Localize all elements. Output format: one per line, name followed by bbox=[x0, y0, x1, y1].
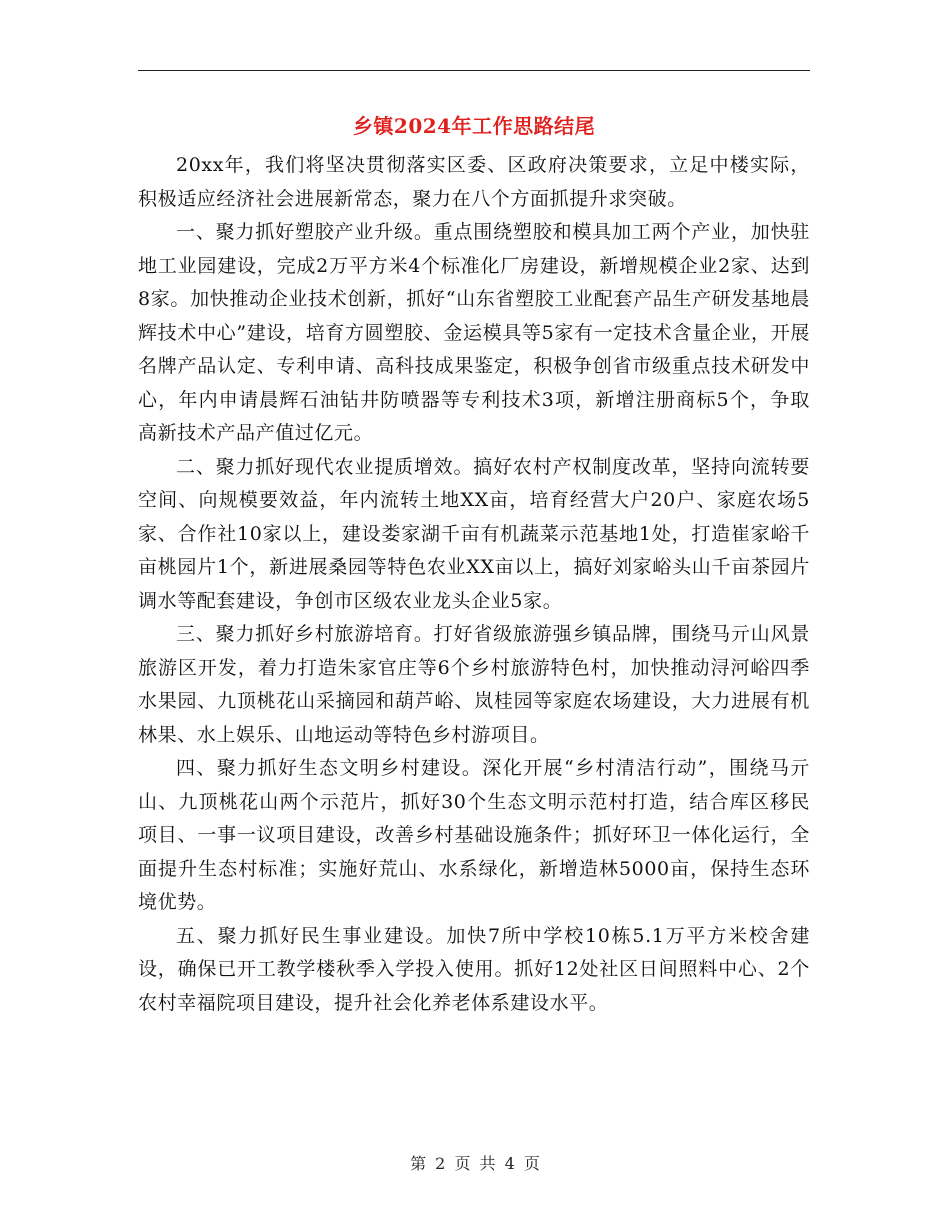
paragraph-section-2: 二、聚力抓好现代农业提质增效。搞好农村产权制度改革，坚持向流转要空间、向规模要效益，年内流转土地XX亩，培育经营大户20户、家庭农场5家、合作社10家以上，建设娄家湖千亩有机蔬菜示范基地1处，打造崔家峪千亩桃园片1个，新进展桑园等特色农业XX亩以上，搞好刘家峪头山千亩茶园片调水等配套建设，争创市区级农业龙头企业5家。 bbox=[138, 455, 810, 612]
header-rule bbox=[138, 70, 810, 71]
paragraph-intro: 20xx年，我们将坚决贯彻落实区委、区政府决策要求，立足中楼实际，积极适应经济社会进展新常态，聚力在八个方面抓提升求突破。 bbox=[138, 154, 810, 210]
paragraph-section-4: 四、聚力抓好生态文明乡村建设。深化开展“乡村清洁行动”，围绕马亓山、九顶桃花山两个示范片，抓好30个生态文明示范村打造，结合库区移民项目、一事一议项目建设，改善乡村基础设施条件；抓好环卫一体化运行，全面提升生态村标准；实施好荒山、水系绿化，新增造林5000亩，保持生态环境优势。 bbox=[138, 757, 810, 913]
paragraph-section-5: 五、聚力抓好民生事业建设。加快7所中学校10栋5.1万平方米校舍建设，确保已开工教学楼秋季入学投入使用。抓好12处社区日间照料中心、2个农村幸福院项目建设，提升社会化养老体系建设水平。 bbox=[138, 924, 810, 1014]
document-title: 乡镇2024年工作思路结尾 bbox=[352, 114, 596, 138]
paragraph-section-3: 三、聚力抓好乡村旅游培育。打好省级旅游强乡镇品牌，围绕马亓山风景旅游区开发，着力打造朱家官庄等6个乡村旅游特色村，加快推动浔河峪四季水果园、九顶桃花山采摘园和葫芦峪、岚桂园等家庭农场建设，大力进展有机林果、水上娱乐、山地运动等特色乡村游项目。 bbox=[138, 623, 810, 746]
page-number-footer: 第 2 页 共 4 页 bbox=[410, 1154, 540, 1173]
document-body bbox=[138, 149, 810, 1020]
paragraph-section-1: 一、聚力抓好塑胶产业升级。重点围绕塑胶和模具加工两个产业，加快驻地工业园建设，完成2万平方米4个标准化厂房建设，新增规模企业2家、达到8家。加快推动企业技术创新，抓好“山东省塑胶工业配套产品生产研发基地晨辉技术中心”建设，培育方圆塑胶、金运模具等5家有一定技术含量企业，开展名牌产品认定、专利申请、高科技成果鉴定，积极争创省市级重点技术研发中心，年内申请晨辉石油钻井防喷器等专利技术3项，新增注册商标5个，争取高新技术产品产值过亿元。 bbox=[138, 221, 810, 444]
